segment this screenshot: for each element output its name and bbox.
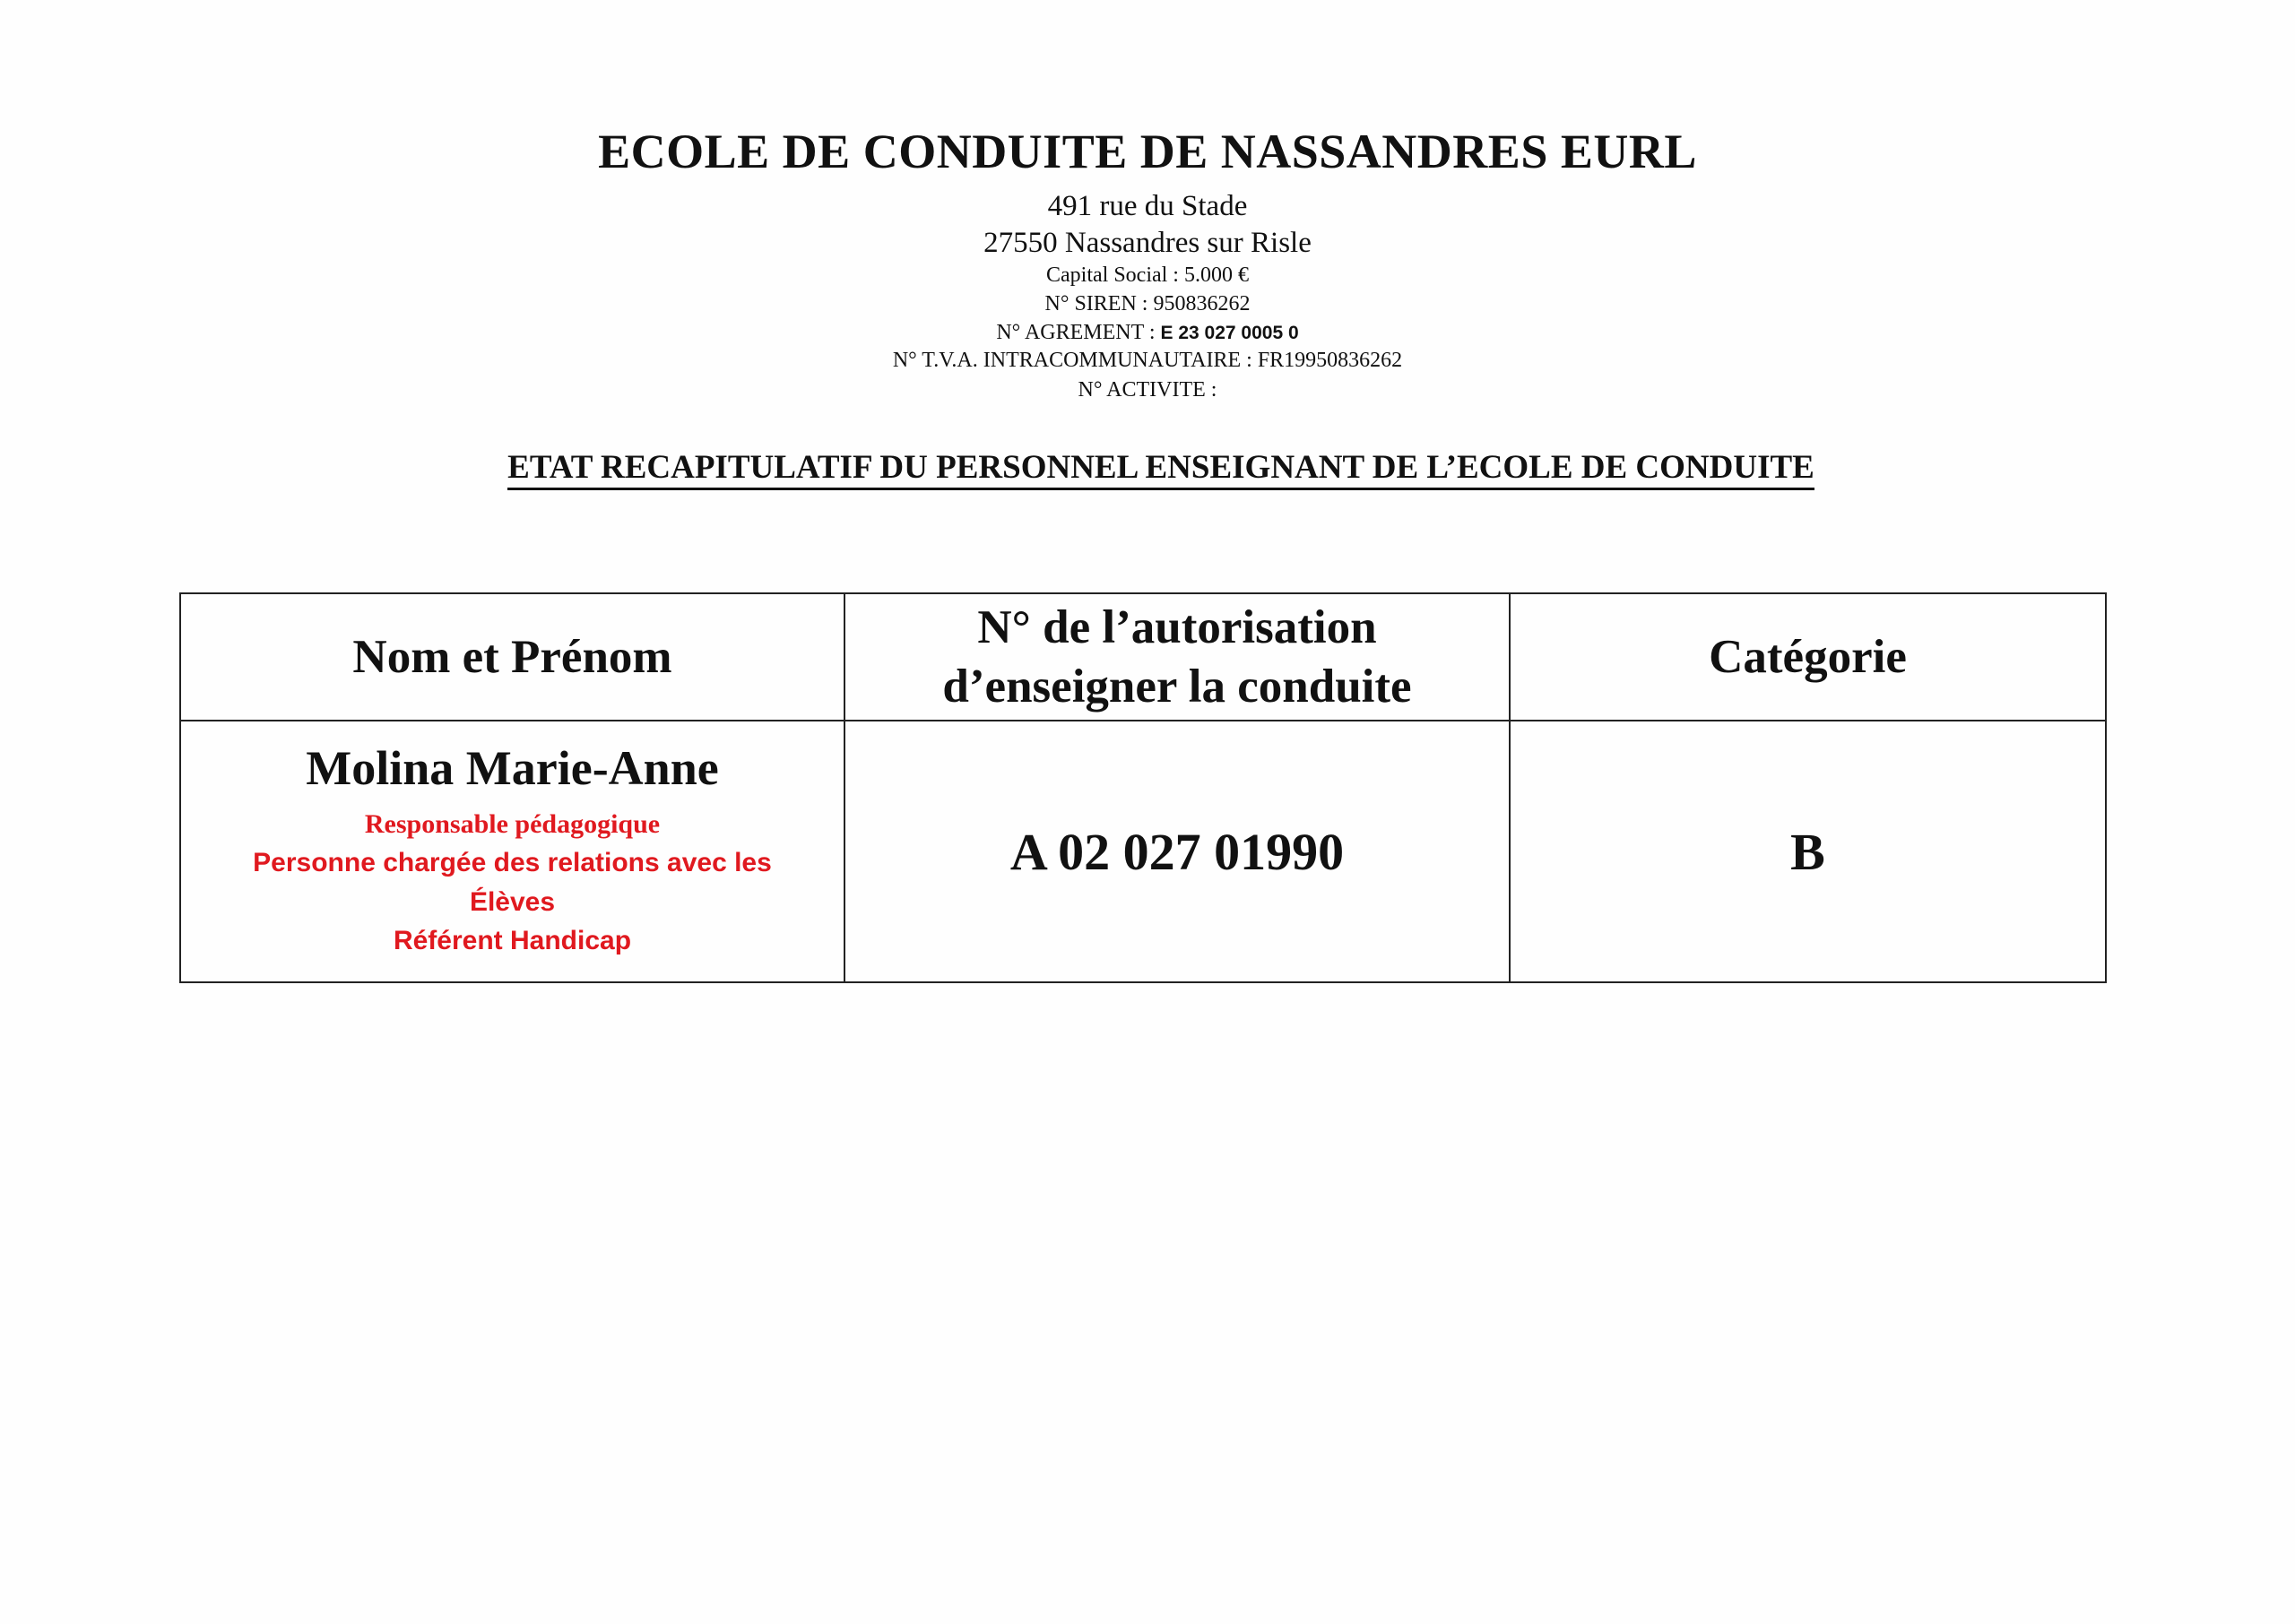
header-authorization-line2: d’enseigner la conduite (942, 661, 1412, 713)
document-title-text: ETAT RECAPITULATIF DU PERSONNEL ENSEIGNANT DE L’ECOLE DE CONDUITE (507, 451, 1814, 490)
tva-number: N° T.V.A. INTRACOMMUNAUTAIRE : FR19950836262 (892, 349, 1403, 372)
header-authorization-line1: N° de l’autorisation (977, 600, 1377, 653)
role-responsable: Responsable pédagogique (364, 808, 661, 839)
cell-name (180, 721, 844, 982)
header-authorization (844, 593, 1510, 721)
category-value: B (1790, 822, 1825, 881)
person-name: Molina Marie-Anne (306, 741, 719, 796)
document-title (0, 451, 2295, 490)
staff-table (179, 592, 2107, 983)
header-category (1510, 593, 2106, 721)
agrement-line (0, 322, 2295, 343)
cell-authorization (844, 721, 1510, 982)
cell-category (1510, 721, 2106, 982)
header-name (180, 593, 844, 721)
role-relations-cont: Élèves (469, 886, 556, 917)
agrement-number: E 23 027 0005 0 (1160, 323, 1299, 343)
table-row (180, 721, 2106, 982)
activite-number: N° ACTIVITE : (1078, 378, 1217, 402)
address-city: 27550 Nassandres sur Risle (983, 227, 1312, 259)
table-header-row (180, 593, 2106, 721)
role-relations: Personne chargée des relations avec les (253, 848, 772, 878)
header-name-text: Nom et Prénom (352, 630, 672, 683)
siren-number: N° SIREN : 950836262 (1044, 292, 1251, 315)
address-street: 491 rue du Stade (1047, 190, 1248, 222)
school-name: ECOLE DE CONDUITE DE NASSANDRES EURL (598, 125, 1697, 178)
capital-social: Capital Social : 5.000 € (1046, 263, 1249, 287)
agrement-label: N° AGREMENT : (996, 321, 1161, 344)
role-handicap: Référent Handicap (393, 926, 632, 956)
authorization-number: A 02 027 01990 (1009, 822, 1345, 881)
header-category-text: Catégorie (1709, 630, 1907, 683)
